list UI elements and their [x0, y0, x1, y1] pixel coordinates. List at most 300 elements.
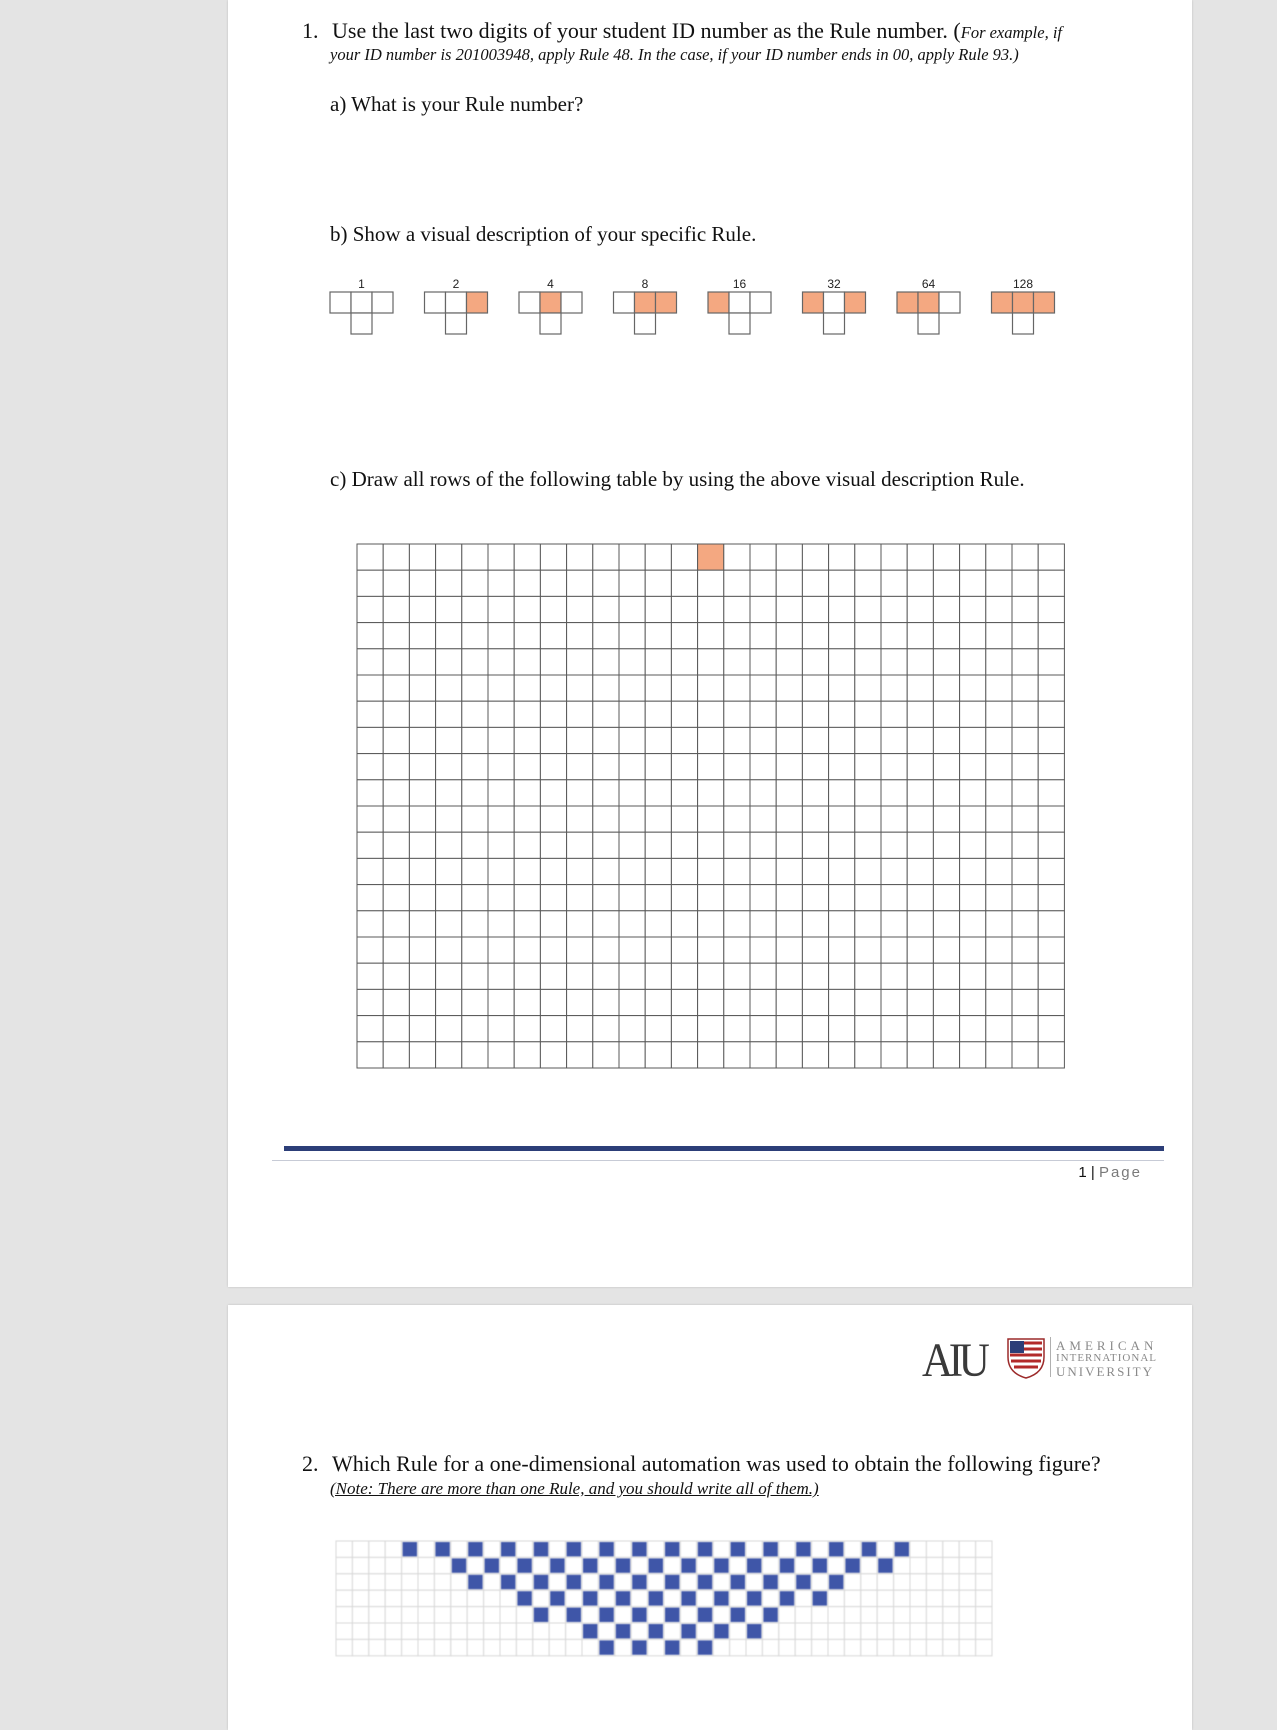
grid-cell: [881, 806, 907, 832]
pattern-cell-filled: [878, 1558, 892, 1572]
pattern-bg-cell: [877, 1590, 893, 1606]
grid-cell: [488, 806, 514, 832]
grid-cell: [488, 858, 514, 884]
grid-cell: [645, 623, 671, 649]
grid-cell: [671, 675, 697, 701]
grid-cell: [907, 911, 933, 937]
pattern-bg-cell: [631, 1623, 647, 1639]
grid-cell: [619, 649, 645, 675]
grid-cell: [698, 832, 724, 858]
pattern-cell-filled: [780, 1591, 794, 1605]
grid-cell: [724, 832, 750, 858]
pattern-bg-cell: [533, 1590, 549, 1606]
grid-cell: [671, 858, 697, 884]
pattern-cell-filled: [731, 1542, 745, 1556]
grid-cell: [907, 754, 933, 780]
pattern-cell-filled: [845, 1558, 859, 1572]
pattern-bg-cell: [516, 1541, 532, 1557]
grid-cell: [881, 754, 907, 780]
grid-cell: [593, 858, 619, 884]
pattern-cell-filled: [632, 1608, 646, 1622]
grid-cell: [986, 675, 1012, 701]
grid-cell: [986, 1016, 1012, 1042]
grid-cell: [698, 885, 724, 911]
grid-cell: [881, 780, 907, 806]
grid-cell: [698, 649, 724, 675]
grid-cell: [567, 596, 593, 622]
pattern-bg-cell: [648, 1574, 664, 1590]
page-number-label: Page: [1098, 1164, 1142, 1181]
grid-cell: [671, 963, 697, 989]
grid-cell: [567, 675, 593, 701]
grid-cell: [383, 1042, 409, 1068]
rule-pattern-top-cell: [635, 292, 656, 313]
rule-pattern-label: 2: [452, 277, 460, 291]
grid-cell: [1038, 754, 1064, 780]
pattern-bg-cell: [910, 1557, 926, 1573]
grid-cell: [540, 727, 566, 753]
pattern-bg-cell: [549, 1607, 565, 1623]
pattern-bg-cell: [730, 1590, 746, 1606]
grid-cell: [436, 963, 462, 989]
grid-cell: [540, 963, 566, 989]
grid-cell: [619, 832, 645, 858]
grid-cell: [802, 780, 828, 806]
grid-cell: [986, 623, 1012, 649]
pattern-bg-cell: [959, 1557, 975, 1573]
grid-cell: [436, 675, 462, 701]
pattern-cell-filled: [616, 1591, 630, 1605]
grid-cell: [881, 1042, 907, 1068]
rule-pattern-1: [330, 277, 393, 334]
grid-cell: [1038, 701, 1064, 727]
grid-cell: [776, 1042, 802, 1068]
grid-cell: [619, 989, 645, 1015]
grid-cell: [1012, 989, 1038, 1015]
pattern-bg-cell: [582, 1607, 598, 1623]
grid-cell: [933, 780, 959, 806]
grid-cell: [488, 544, 514, 570]
grid-cell: [829, 701, 855, 727]
grid-cell: [802, 937, 828, 963]
pattern-cell-filled: [567, 1575, 581, 1589]
grid-cell: [409, 701, 435, 727]
pattern-bg-cell: [451, 1541, 467, 1557]
rule-pattern-64: [897, 277, 960, 334]
grid-cell: [855, 623, 881, 649]
logo-line-american: AMERICAN: [1056, 1338, 1158, 1353]
grid-cell: [514, 885, 540, 911]
grid-cell: [671, 937, 697, 963]
grid-cell: [881, 911, 907, 937]
grid-cell: [698, 727, 724, 753]
grid-cell: [802, 623, 828, 649]
grid-cell: [593, 544, 619, 570]
grid-cell: [645, 570, 671, 596]
pattern-bg-cell: [451, 1590, 467, 1606]
grid-cell: [1012, 885, 1038, 911]
logo-divider: [1050, 1337, 1051, 1377]
grid-cell: [1038, 963, 1064, 989]
grid-cell: [593, 832, 619, 858]
grid-cell: [829, 596, 855, 622]
grid-cell: [698, 989, 724, 1015]
pattern-bg-cell: [598, 1557, 614, 1573]
pattern-bg-cell: [385, 1623, 401, 1639]
grid-cell: [645, 544, 671, 570]
rule-pattern-top-cell: [540, 292, 561, 313]
grid-cell: [907, 780, 933, 806]
grid-cell: [933, 858, 959, 884]
grid-cell: [698, 780, 724, 806]
pattern-cell-filled: [452, 1558, 466, 1572]
grid-cell: [855, 911, 881, 937]
grid-cell: [567, 1042, 593, 1068]
grid-cell: [802, 675, 828, 701]
grid-cell: [540, 570, 566, 596]
pattern-bg-cell: [402, 1590, 418, 1606]
pattern-cell-filled: [763, 1608, 777, 1622]
pattern-cell-filled: [485, 1558, 499, 1572]
pattern-bg-cell: [943, 1607, 959, 1623]
grid-cell: [540, 832, 566, 858]
pattern-bg-cell: [336, 1574, 352, 1590]
pattern-bg-cell: [877, 1639, 893, 1655]
pattern-cell-filled: [534, 1542, 548, 1556]
grid-cell: [1038, 544, 1064, 570]
pattern-bg-cell: [582, 1541, 598, 1557]
pattern-cell-filled: [747, 1591, 761, 1605]
pattern-bg-cell: [352, 1541, 368, 1557]
grid-cell: [960, 623, 986, 649]
pattern-bg-cell: [385, 1639, 401, 1655]
pattern-cell-filled: [550, 1558, 564, 1572]
grid-cell: [671, 544, 697, 570]
grid-cell: [855, 858, 881, 884]
rule-pattern-32: [803, 277, 866, 334]
pattern-bg-cell: [697, 1590, 713, 1606]
grid-cell: [409, 911, 435, 937]
grid-cell: [593, 649, 619, 675]
grid-cell: [750, 570, 776, 596]
grid-cell: [409, 1016, 435, 1042]
grid-cell: [593, 727, 619, 753]
grid-cell: [1012, 570, 1038, 596]
grid-cell: [776, 806, 802, 832]
grid-cell: [593, 989, 619, 1015]
grid-cell: [357, 780, 383, 806]
grid-cell: [357, 806, 383, 832]
grid-cell: [986, 649, 1012, 675]
grid-cell: [986, 780, 1012, 806]
grid-cell: [514, 832, 540, 858]
grid-cell: [986, 911, 1012, 937]
pattern-bg-cell: [615, 1607, 631, 1623]
pattern-bg-cell: [566, 1590, 582, 1606]
pattern-bg-cell: [795, 1639, 811, 1655]
pattern-bg-cell: [451, 1639, 467, 1655]
grid-cell: [986, 885, 1012, 911]
pattern-bg-cell: [451, 1623, 467, 1639]
grid-cell: [488, 754, 514, 780]
pattern-bg-cell: [566, 1557, 582, 1573]
grid-cell: [1038, 727, 1064, 753]
pattern-bg-cell: [566, 1639, 582, 1655]
pattern-bg-cell: [467, 1590, 483, 1606]
grid-cell: [645, 832, 671, 858]
grid-cell: [750, 754, 776, 780]
pattern-cell-filled: [763, 1575, 777, 1589]
grid-cell: [960, 727, 986, 753]
pattern-bg-cell: [680, 1639, 696, 1655]
grid-cell: [436, 832, 462, 858]
rule-pattern-top-cell: [939, 292, 960, 313]
grid-cell: [357, 1016, 383, 1042]
question-1c: c) Draw all rows of the following table by using the above visual description Rule.: [330, 467, 1025, 491]
grid-cell: [593, 806, 619, 832]
pattern-bg-cell: [516, 1607, 532, 1623]
document-page-1: [228, 0, 1192, 1287]
grid-cell: [907, 806, 933, 832]
pattern-bg-cell: [746, 1541, 762, 1557]
pattern-cell-filled: [534, 1608, 548, 1622]
grid-cell: [409, 937, 435, 963]
pattern-cell-filled: [895, 1542, 909, 1556]
grid-cell: [383, 596, 409, 622]
pattern-bg-cell: [402, 1639, 418, 1655]
grid-cell: [829, 780, 855, 806]
grid-cell: [567, 937, 593, 963]
pattern-cell-filled: [616, 1558, 630, 1572]
pattern-bg-cell: [713, 1574, 729, 1590]
pattern-bg-cell: [516, 1623, 532, 1639]
grid-cell: [855, 727, 881, 753]
pattern-bg-cell: [352, 1590, 368, 1606]
grid-cell: [960, 885, 986, 911]
grid-cell: [960, 963, 986, 989]
grid-cell: [462, 649, 488, 675]
grid-cell: [540, 649, 566, 675]
pattern-bg-cell: [385, 1607, 401, 1623]
grid-cell: [514, 727, 540, 753]
grid-cell: [593, 623, 619, 649]
grid-cell: [881, 701, 907, 727]
grid-cell: [907, 963, 933, 989]
grid-cell: [907, 649, 933, 675]
grid-cell: [436, 727, 462, 753]
pattern-bg-cell: [500, 1557, 516, 1573]
page-number-value: 1: [1078, 1164, 1087, 1181]
grid-cell: [933, 911, 959, 937]
rule-pattern-result-cell: [729, 313, 750, 334]
grid-cell: [750, 885, 776, 911]
pattern-bg-cell: [959, 1574, 975, 1590]
grid-cell: [802, 832, 828, 858]
pattern-bg-cell: [959, 1639, 975, 1655]
grid-cell: [724, 701, 750, 727]
pattern-cell-filled: [698, 1542, 712, 1556]
pattern-bg-cell: [352, 1557, 368, 1573]
grid-cell: [567, 701, 593, 727]
aiu-logo-mark: AIU: [922, 1334, 986, 1387]
grid-cell: [724, 649, 750, 675]
grid-cell: [593, 963, 619, 989]
grid-cell: [802, 885, 828, 911]
pattern-cell-filled: [649, 1624, 663, 1638]
pattern-cell-filled: [747, 1624, 761, 1638]
grid-cell: [383, 989, 409, 1015]
pattern-bg-cell: [598, 1590, 614, 1606]
grid-cell: [514, 911, 540, 937]
grid-cell: [409, 1042, 435, 1068]
grid-cell: [829, 858, 855, 884]
pattern-cell-filled: [599, 1542, 613, 1556]
pattern-bg-cell: [844, 1607, 860, 1623]
pattern-bg-cell: [943, 1574, 959, 1590]
grid-cell: [881, 937, 907, 963]
pattern-cell-filled: [599, 1640, 613, 1654]
rule-pattern-top-cell: [824, 292, 845, 313]
pattern-bg-cell: [730, 1623, 746, 1639]
grid-cell: [724, 623, 750, 649]
pattern-cell-filled: [829, 1575, 843, 1589]
pattern-bg-cell: [664, 1590, 680, 1606]
pattern-bg-cell: [762, 1557, 778, 1573]
grid-cell: [593, 937, 619, 963]
grid-cell: [933, 544, 959, 570]
pattern-bg-cell: [336, 1607, 352, 1623]
grid-cell: [724, 727, 750, 753]
grid-cell: [855, 806, 881, 832]
rule-pattern-top-cell: [992, 292, 1013, 313]
pattern-bg-cell: [713, 1607, 729, 1623]
grid-cell: [567, 1016, 593, 1042]
grid-cell: [383, 675, 409, 701]
grid-cell: [514, 675, 540, 701]
grid-cell: [540, 701, 566, 727]
pattern-bg-cell: [484, 1639, 500, 1655]
grid-cell: [619, 1042, 645, 1068]
rule-pattern-top-cell: [918, 292, 939, 313]
pattern-bg-cell: [828, 1639, 844, 1655]
pattern-bg-cell: [844, 1574, 860, 1590]
grid-cell: [514, 937, 540, 963]
grid-cell: [409, 989, 435, 1015]
grid-cell: [436, 806, 462, 832]
grid-cell: [829, 885, 855, 911]
grid-cell: [619, 623, 645, 649]
page-number-separator: |: [1086, 1164, 1099, 1181]
grid-cell: [409, 596, 435, 622]
grid-cell: [540, 911, 566, 937]
grid-cell: [986, 727, 1012, 753]
grid-cell: [488, 623, 514, 649]
grid-cell: [724, 858, 750, 884]
grid-cell: [855, 1042, 881, 1068]
grid-cell: [488, 885, 514, 911]
grid-cell: [540, 885, 566, 911]
grid-cell: [540, 780, 566, 806]
pattern-bg-cell: [894, 1639, 910, 1655]
grid-cell: [881, 989, 907, 1015]
grid-cell: [802, 1042, 828, 1068]
grid-cell: [776, 544, 802, 570]
pattern-bg-cell: [976, 1607, 992, 1623]
grid-cell: [383, 832, 409, 858]
grid-cell: [488, 963, 514, 989]
pattern-bg-cell: [844, 1590, 860, 1606]
grid-cell: [671, 754, 697, 780]
grid-cell: [776, 675, 802, 701]
grid-cell: [724, 937, 750, 963]
pattern-bg-cell: [943, 1541, 959, 1557]
grid-cell: [855, 832, 881, 858]
grid-cell: [698, 675, 724, 701]
pattern-bg-cell: [467, 1557, 483, 1573]
rule-patterns-diagram: [228, 270, 1192, 370]
grid-cell: [907, 1042, 933, 1068]
pattern-bg-cell: [844, 1623, 860, 1639]
grid-cell: [724, 675, 750, 701]
grid-cell: [645, 1042, 671, 1068]
pattern-bg-cell: [746, 1639, 762, 1655]
pattern-bg-cell: [746, 1574, 762, 1590]
pattern-bg-cell: [352, 1574, 368, 1590]
grid-cell: [488, 780, 514, 806]
grid-cell: [802, 727, 828, 753]
pattern-cell-filled: [435, 1542, 449, 1556]
grid-cell: [383, 544, 409, 570]
pattern-bg-cell: [451, 1574, 467, 1590]
grid-cell-filled: [698, 544, 724, 570]
rule-pattern-top-cell: [750, 292, 771, 313]
grid-cell: [436, 596, 462, 622]
pattern-bg-cell: [467, 1639, 483, 1655]
pattern-bg-cell: [910, 1590, 926, 1606]
grid-cell: [960, 911, 986, 937]
grid-cell: [436, 780, 462, 806]
grid-cell: [750, 806, 776, 832]
pattern-bg-cell: [549, 1574, 565, 1590]
grid-cell: [357, 911, 383, 937]
rule-pattern-4: [519, 277, 582, 334]
grid-cell: [567, 649, 593, 675]
pattern-cell-filled: [583, 1558, 597, 1572]
grid-cell: [724, 911, 750, 937]
pattern-bg-cell: [418, 1623, 434, 1639]
grid-cell: [750, 911, 776, 937]
pattern-cell-filled: [550, 1591, 564, 1605]
grid-cell: [645, 675, 671, 701]
grid-cell: [357, 596, 383, 622]
grid-cell: [488, 649, 514, 675]
grid-cell: [671, 780, 697, 806]
pattern-cell-filled: [714, 1624, 728, 1638]
grid-cell: [855, 780, 881, 806]
pattern-cell-filled: [763, 1542, 777, 1556]
grid-cell: [802, 1016, 828, 1042]
grid-cell: [907, 885, 933, 911]
grid-cell: [383, 727, 409, 753]
grid-cell: [1012, 727, 1038, 753]
pattern-bg-cell: [861, 1639, 877, 1655]
grid-cell: [802, 858, 828, 884]
pattern-bg-cell: [861, 1574, 877, 1590]
grid-cell: [488, 727, 514, 753]
grid-cell: [907, 701, 933, 727]
grid-cell: [619, 937, 645, 963]
pattern-bg-cell: [812, 1607, 828, 1623]
